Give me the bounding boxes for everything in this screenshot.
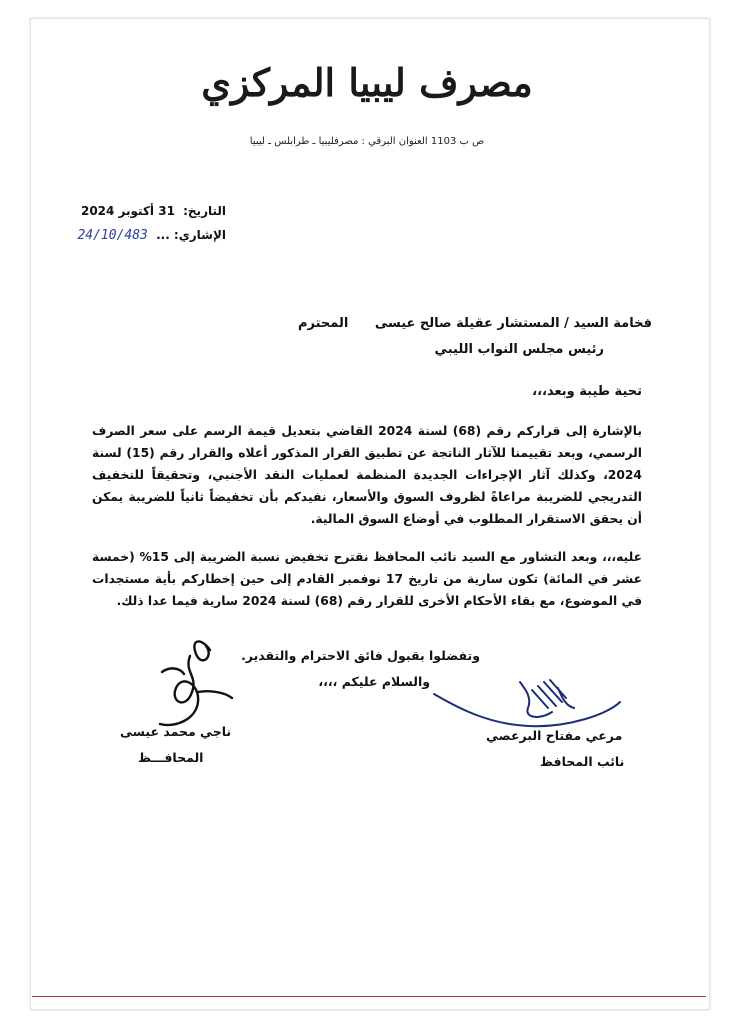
recipient-name: فخامة السيد / المستشار عقيلة صالح عيسى	[374, 316, 652, 331]
reference-value: 24/10/483	[77, 228, 148, 243]
body-paragraph-2: عليه،،، وبعد التشاور مع السيد نائب المحافظ نقترح تخفيض نسبة الضريبة إلى 15% (خمسة عشر في المائة) تكون سارية من تاريخ 17 نوفمبر القادم إلى حين إخطاركم بأية مستجدات في الموضوع، مع بقاء الأحكام الأخرى للقرار رقم (68) لسنة 2024 سارية فيما عدا ذلك.	[92, 550, 642, 608]
recipient-title: رئيس مجلس النواب الليبي	[434, 342, 604, 357]
closing-courtesy: وتفضلوا بقبول فائق الاحترام والتقدير.	[241, 648, 480, 663]
date-label: التاريخ:	[183, 204, 226, 218]
closing-salutation: والسلام عليكم ،،،،	[318, 674, 430, 689]
reference-label: الإشاري: ...	[156, 228, 226, 242]
deputy-name: مرعي مفتاح البرعصي	[486, 728, 623, 743]
reference-line	[77, 228, 226, 243]
recipient-line	[298, 316, 652, 331]
recipient-honorific: المحترم	[297, 316, 349, 331]
governor-title: المحافـــظ	[138, 750, 204, 765]
body-paragraph-1: بالإشارة إلى قراركم رقم (68) لسنة 2024 القاضي بتعديل قيمة الرسم على سعر الصرف الرسمي، وبعد تقييمنا للآثار الناتجة عن تطبيق القرار المذكور أعلاه والقرار رقم (15) لسنة 2024، وكذلك آثار الإجراءات الجديدة المنظمة لعمليات النقد الأجنبي، وتحقيقاً للتخفيف التدريجي للضريبة مراعاةً لظروف السوق والأسعار، نفيدكم بأن تخفيضاً ثانياً للضريبة يمكن أن يحقق الاستقرار المطلوب في أوضاع السوق المالية.	[92, 424, 642, 526]
deputy-title: نائب المحافظ	[540, 754, 625, 769]
greeting: تحية طيبة وبعد،،،	[532, 384, 642, 399]
footer-divider	[32, 996, 706, 997]
bank-logo-text: مصرف ليبيا المركزي	[201, 60, 533, 105]
date-value: 31 أكتوبر 2024	[80, 204, 175, 218]
bank-address: ص ب 1103 العنوان البرقي : مصرفليبيا ـ طرابلس ـ ليبيا	[249, 136, 485, 147]
date-line	[81, 204, 226, 218]
governor-name: ناجي محمد عيسى	[120, 724, 232, 739]
